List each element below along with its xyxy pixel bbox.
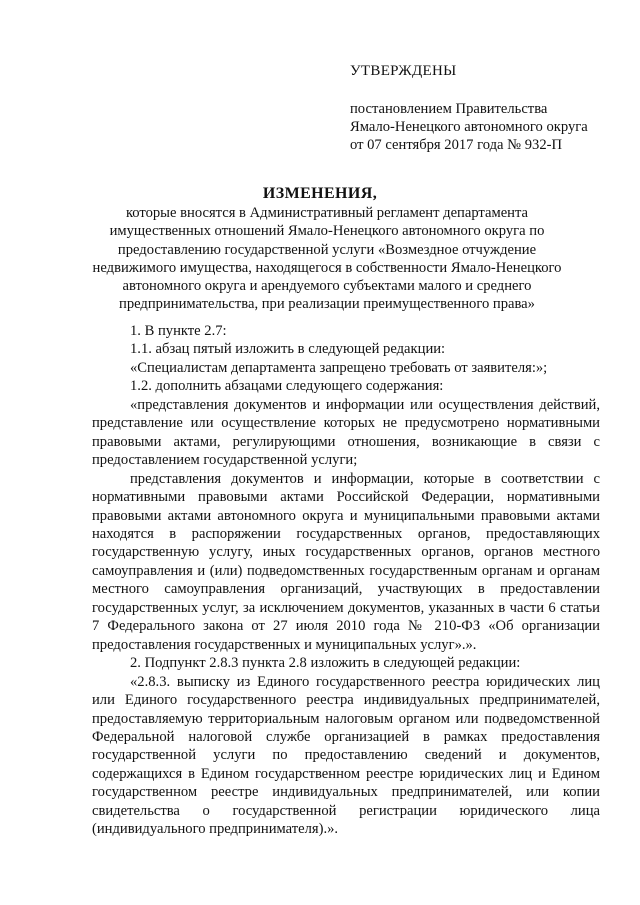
document-body	[92, 322, 600, 839]
approval-line-2: Ямало-Ненецкого автономного округа	[350, 119, 588, 135]
document-subtitle: которые вносятся в Административный регламент департамента имущественных отношений Ямало-Ненецкого автономного округа по предоставлению государственной услуги «Возмездное отчуждение недвижимого имущества, находящегося в собственности Ямало-Ненецкого автономного округа и арендуемого субъектами малого и среднего предпринимательства, при реализации преимущественного права»	[92, 205, 562, 313]
paragraph: «представления документов и информации или осуществления действий, представление или осуществление которых не предусмотрено нормативными правовыми актами, регулирующими отношения, возникающие в связи с предоставлением государственной услуги;	[92, 396, 600, 469]
paragraph: 1.2. дополнить абзацами следующего содержания:	[130, 378, 444, 395]
paragraph: представления документов и информации, которые в соответствии с нормативными правовыми актами Российской Федерации, нормативными правовыми актами автономного округа и муниципальными правовыми актами находятся в распоряжении государственных органов, предоставляющих государственную услугу, иных государственных органов, органов местного самоуправления и (или) подведомственных государственным органам и органам местного самоуправления организаций, участвующих в предоставлении государственных услуг, за исключением документов, указанных в части 6 статьи 7 Федерального закона от 27 июля 2010 года № 210-ФЗ «Об организации предоставления государственных и муниципальных услуг».».	[92, 470, 600, 653]
paragraph: «Специалистам департамента запрещено требовать от заявителя:»;	[130, 359, 548, 376]
document-title: ИЗМЕНЕНИЯ,	[262, 185, 378, 202]
approval-line-1: постановлением Правительства	[350, 101, 548, 117]
paragraph: 1.1. абзац пятый изложить в следующей редакции:	[130, 341, 446, 358]
paragraph: «2.8.3. выписку из Единого государственного реестра юридических лиц или Единого государственного реестра индивидуальных предпринимателей, предоставляемую территориальным налоговым органом или подведомственной Федеральной налоговой службе организацией в рамках предоставления государственной услуги по предоставлению сведений и документов, содержащихся в Едином государственном реестре юридических лиц и Едином государственном реестре индивидуальных предпринимателей, или копии свидетельства о государственной регистрации юридического лица (индивидуального предпринимателя).».	[92, 673, 600, 838]
paragraph: 2. Подпункт 2.8.3 пункта 2.8 изложить в следующей редакции:	[130, 655, 521, 672]
approval-title: УТВЕРЖДЕНЫ	[350, 63, 457, 79]
approval-line-3: от 07 сентября 2017 года № 932-П	[350, 137, 563, 153]
paragraph: 1. В пункте 2.7:	[130, 323, 227, 339]
